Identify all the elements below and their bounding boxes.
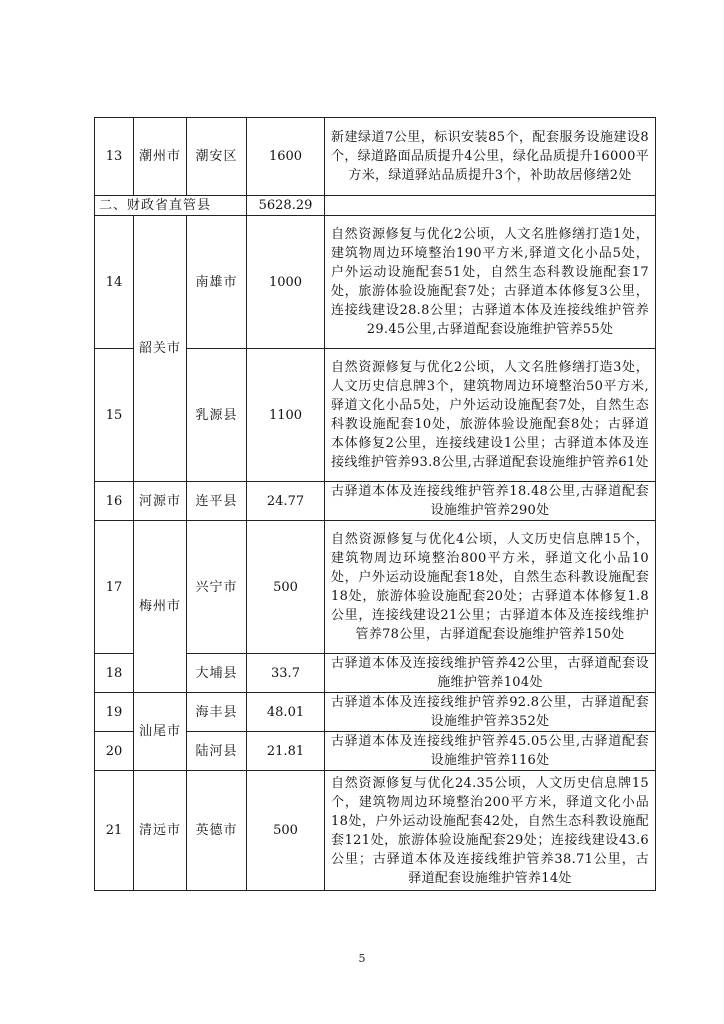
amount-cell: 24.77 [247,482,325,521]
content-cell: 自然资源修复与优化2公顷，人文名胜修缮打造1处，建筑物周边环境整治190平方米,驿道文化小品5处，户外运动设施配套51处，自然生态科教设施配套17处，旅游体验设施配套7处；古驿道本体修复3公里，连接线建设28.8公里；古驿道本体及连接线维护管养29.45公里,古驿道配套设施维护管养55处 [325,216,656,349]
content-cell: 古驿道本体及连接线维护管养42公里，古驿道配套设施维护管养104处 [325,654,656,693]
city-cell: 河源市 [134,482,187,521]
county-cell: 陆河县 [187,732,247,771]
page-number: 5 [358,952,366,965]
amount-cell: 48.01 [247,693,325,732]
funding-table [94,117,656,891]
table-row [95,771,656,891]
county-cell: 潮安区 [187,118,247,196]
county-cell: 英德市 [187,771,247,891]
content-cell: 自然资源修复与优化24.35公顷，人文历史信息牌15个，建筑物周边环境整治200平方米，驿道文化小品18处，户外运动设施配套42处，自然生态科教设施配套121处，旅游体验设施配套29处；连接线建设43.6公里；古驿道本体及连接线维护管养38.71公里，古驿道配套设施维护管养14处 [325,771,656,891]
content-cell: 古驿道本体及连接线维护管养92.8公里，古驿道配套设施维护管养352处 [325,693,656,732]
amount-cell: 1100 [247,349,325,482]
county-cell: 海丰县 [187,693,247,732]
table-row [95,118,656,196]
content-cell: 自然资源修复与优化4公顷，人文历史信息牌15个，建筑物周边环境整治800平方米，驿道文化小品10处，户外运动设施配套18处，自然生态科教设施配套18处，旅游体验设施配套20处；古驿道本体修复1.8公里，连接线建设21公里；古驿道本体及连接线维护管养78公里，古驿道配套设施维护管养150处 [325,521,656,654]
row-number: 13 [95,118,134,196]
amount-cell: 500 [247,521,325,654]
row-number: 17 [95,521,134,654]
city-cell-merged: 韶关市 [134,216,187,482]
city-cell-merged: 汕尾市 [134,693,187,771]
table-row [95,521,656,654]
section-empty-cell [325,196,656,216]
amount-cell: 1600 [247,118,325,196]
row-number: 15 [95,349,134,482]
content-cell: 古驿道本体及连接线维护管养45.05公里,古驿道配套设施维护管养116处 [325,732,656,771]
content-cell: 自然资源修复与优化2公顷，人文名胜修缮打造3处，人文历史信息牌3个，建筑物周边环境整治50平方米,驿道文化小品5处，户外运动设施配套7处，自然生态科教设施配套10处，旅游体验设施配套8处；古驿道本体修复2公里，连接线建设1公里；古驿道本体及连接线维护管养93.8公里,古驿道配套设施维护管养61处 [325,349,656,482]
row-number: 19 [95,693,134,732]
row-number: 21 [95,771,134,891]
section-amount: 5628.29 [247,196,325,216]
row-number: 14 [95,216,134,349]
row-number: 16 [95,482,134,521]
county-cell: 乳源县 [187,349,247,482]
amount-cell: 1000 [247,216,325,349]
content-cell: 古驿道本体及连接线维护管养18.48公里,古驿道配套设施维护管养290处 [325,482,656,521]
amount-cell: 21.81 [247,732,325,771]
section-row [95,196,656,216]
row-number: 18 [95,654,134,693]
amount-cell: 500 [247,771,325,891]
amount-cell: 33.7 [247,654,325,693]
content-cell: 新建绿道7公里，标识安装85个，配套服务设施建设8个，绿道路面品质提升4公里，绿化品质提升16000平方米，绿道驿站品质提升3个，补助故居修缮2处 [325,118,656,196]
city-cell: 清远市 [134,771,187,891]
city-cell-merged: 梅州市 [134,521,187,693]
table-row [95,482,656,521]
table-row [95,216,656,349]
county-cell: 大埔县 [187,654,247,693]
row-number: 20 [95,732,134,771]
table-row [95,693,656,732]
section-label: 二、财政省直管县 [95,196,247,216]
county-cell: 连平县 [187,482,247,521]
county-cell: 兴宁市 [187,521,247,654]
city-cell: 潮州市 [134,118,187,196]
county-cell: 南雄市 [187,216,247,349]
